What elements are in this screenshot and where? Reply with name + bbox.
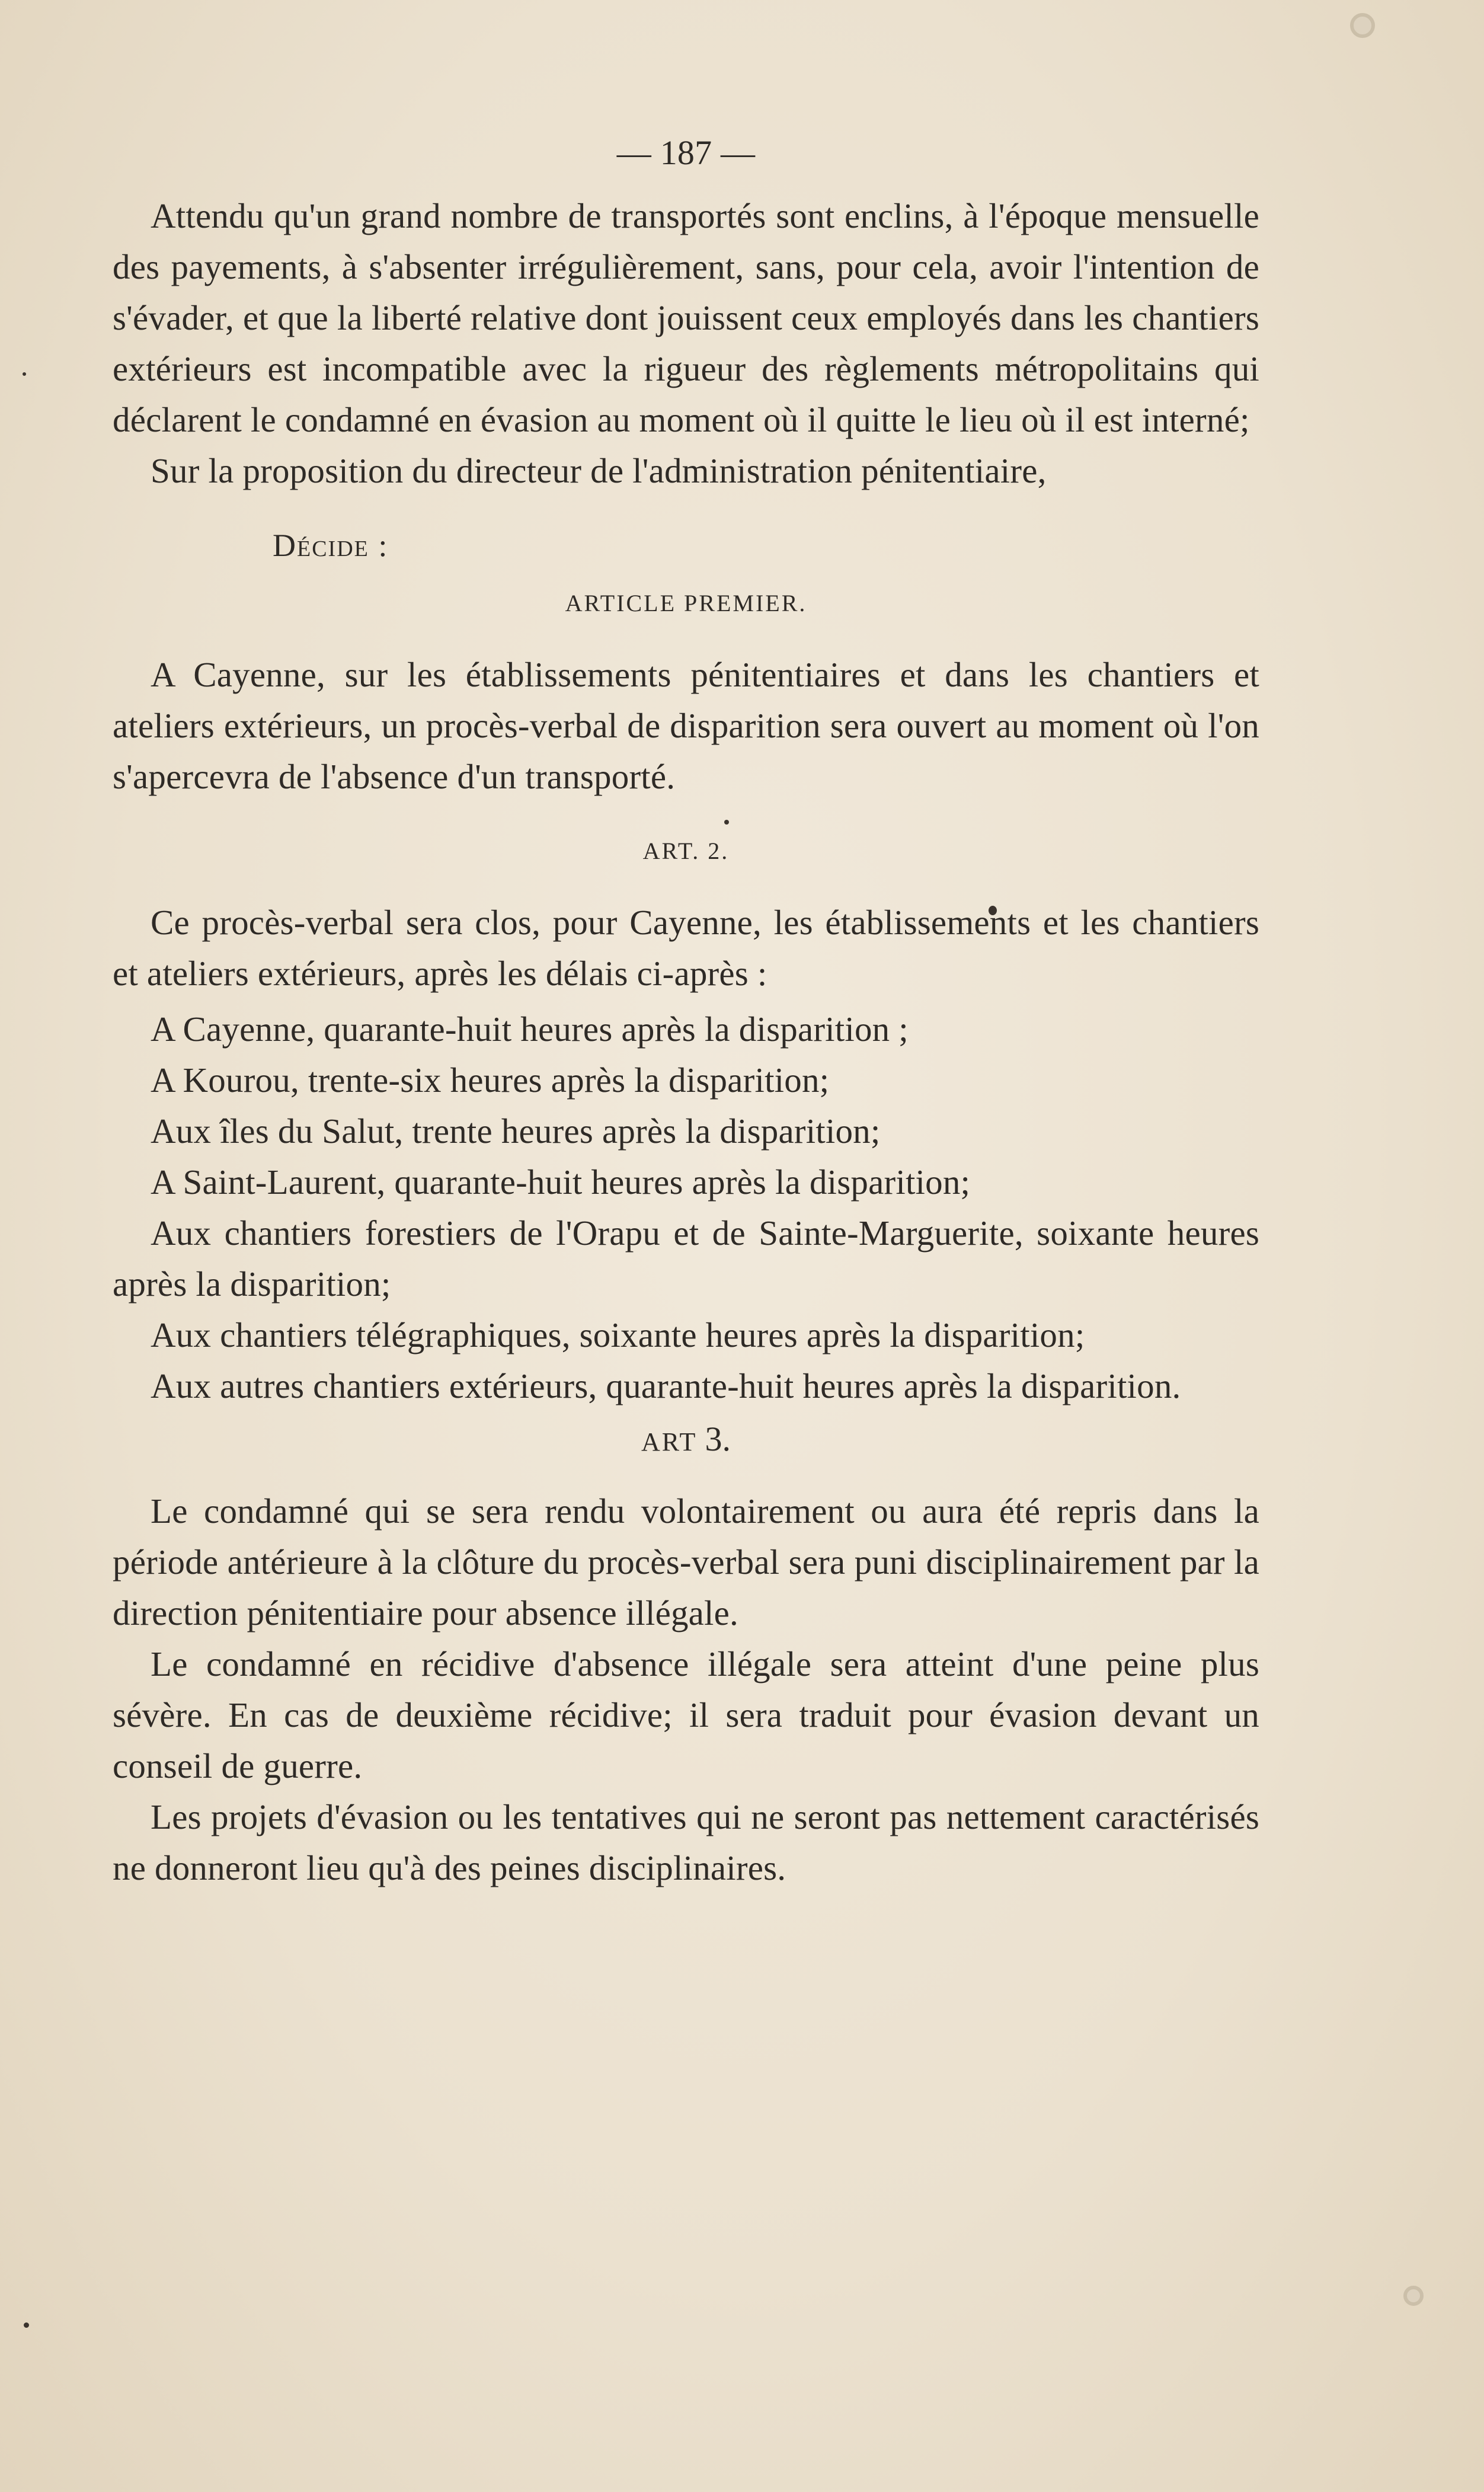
- page-number: — 187 —: [616, 133, 756, 172]
- paragraph-proposition: Sur la proposition du directeur de l'administration pénitentiaire,: [151, 451, 1047, 490]
- article-3-heading: [113, 1414, 1259, 1468]
- decide-heading: Décide :: [273, 528, 389, 563]
- article-3-heading-number: 3.: [705, 1420, 731, 1458]
- paragraph-attendu: Attendu qu'un grand nombre de transportés sont enclins, à l'époque mensuelle des payements, à s'absenter irrégulièrement, sans, pour cela, avoir l'intention de s'évader, et que la liberté relative dont jouissent ceux employés dans les chantiers extérieurs est incompatible avec la rigueur des règlements métropolitains qui déclarent le condamné en évasion au moment où il quitte le lieu où il est interné;: [113, 196, 1259, 439]
- delay-item: Aux chantiers forestiers de l'Orapu et de Sainte-Marguerite, soixante heures après la disparition;: [113, 1213, 1259, 1303]
- article-premier-text: A Cayenne, sur les établissements pénitentiaires et dans les chantiers et ateliers extérieurs, un procès-verbal de disparition sera ouvert au moment où l'on s'apercevra de l'absence d'un transporté.: [113, 655, 1259, 796]
- delay-item: A Cayenne, quarante-huit heures après la disparition ;: [151, 1009, 909, 1049]
- article-premier-heading: ARTICLE PREMIER.: [565, 590, 807, 616]
- text-block: [113, 127, 1259, 1893]
- delay-item: A Kourou, trente-six heures après la disparition;: [151, 1060, 830, 1100]
- binding-hole-bottom: [1403, 2286, 1424, 2306]
- article-3-paragraph: Les projets d'évasion ou les tentatives qui ne seront pas nettement caractérisés ne donneront lieu qu'à des peines disciplinaires.: [113, 1797, 1259, 1887]
- article-2-intro: Ce procès-verbal sera clos, pour Cayenne, les établissements et les chantiers et ateliers extérieurs, après les délais ci-après :: [113, 903, 1259, 993]
- delay-item: A Saint-Laurent, quarante-huit heures après la disparition;: [151, 1162, 971, 1202]
- ink-speck: [23, 372, 26, 376]
- article-3-paragraph: Le condamné en récidive d'absence illégale sera atteint d'une peine plus sévère. En cas de deuxième récidive; il sera traduit pour évasion devant un conseil de guerre.: [113, 1644, 1259, 1785]
- article-3-paragraph: Le condamné qui se sera rendu volontairement ou aura été repris dans la période antérieure à la clôture du procès-verbal sera puni disciplinairement par la direction pénitentiaire pour absence illégale.: [113, 1491, 1259, 1632]
- binding-hole-top: [1350, 13, 1375, 38]
- delay-item: Aux autres chantiers extérieurs, quarante-huit heures après la disparition.: [151, 1366, 1181, 1405]
- ink-speck: [24, 2322, 29, 2328]
- article-3-heading-prefix: ART: [641, 1427, 697, 1456]
- article-2-heading: ART. 2.: [642, 838, 730, 864]
- delay-item: Aux îles du Salut, trente heures après la disparition;: [151, 1111, 881, 1151]
- delay-item: Aux chantiers télégraphiques, soixante heures après la disparition;: [151, 1315, 1085, 1354]
